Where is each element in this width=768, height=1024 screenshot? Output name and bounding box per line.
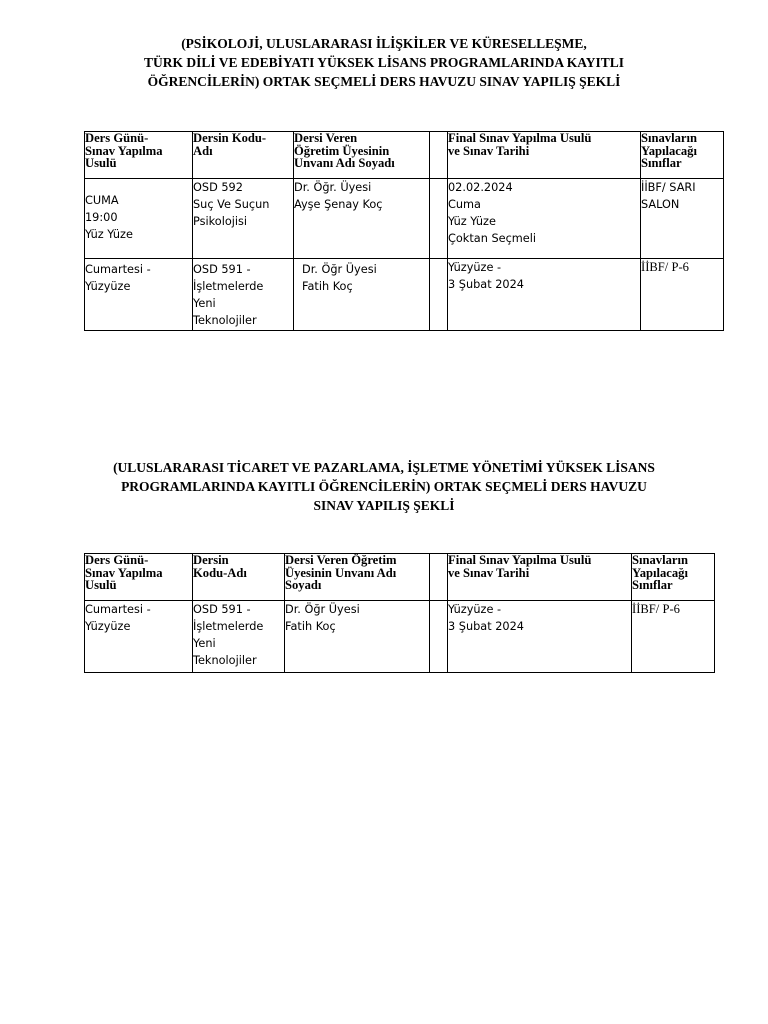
title-line: TÜRK DİLİ VE EDEBİYATI YÜKSEK LİSANS PROGRAMLARINDA KAYITLI — [144, 55, 624, 70]
header-cell: Final Sınav Yapılma Usulü ve Sınav Tarihi — [448, 554, 632, 601]
header-cell: Sınavların Yapılacağı Sınıflar — [632, 554, 715, 601]
header-cell: Sınavların Yapılacağı Sınıflar — [641, 132, 724, 179]
table-cell: Yüzyüze - 3 Şubat 2024 — [448, 259, 641, 331]
header-cell: Ders Günü- Sınav Yapılma Usulü — [85, 554, 193, 601]
table-cell: OSD 591 - İşletmelerde Yeni Teknolojiler — [193, 259, 294, 331]
header-cell: Dersi Veren Öğretim Üyesinin Unvanı Adı Soyadı — [294, 132, 430, 179]
table-cell: CUMA 19:00 Yüz Yüze — [85, 179, 193, 259]
table-row — [85, 179, 724, 259]
table-header-row — [85, 132, 724, 179]
table-cell-empty — [430, 601, 448, 673]
table-cell: Dr. Öğr. Üyesi Ayşe Şenay Koç — [294, 179, 430, 259]
section2-title — [60, 458, 708, 515]
table-cell: Dr. Öğr Üyesi Fatih Koç — [285, 601, 430, 673]
header-cell: Dersin Kodu- Adı — [193, 132, 294, 179]
table-row — [85, 259, 724, 331]
title-line: ÖĞRENCİLERİN) ORTAK SEÇMELİ DERS HAVUZU SINAV YAPILIŞ ŞEKLİ — [147, 74, 621, 89]
table-cell-empty — [430, 259, 448, 331]
exam-table-1 — [84, 131, 724, 331]
table-cell: İİBF/ P-6 — [632, 601, 715, 673]
table-cell: OSD 591 - İşletmelerde Yeni Teknolojiler — [193, 601, 285, 673]
table-row — [85, 601, 715, 673]
table-cell: 02.02.2024 Cuma Yüz Yüze Çoktan Seçmeli — [448, 179, 641, 259]
header-cell: Ders Günü- Sınav Yapılma Usulü — [85, 132, 193, 179]
table-cell-empty — [430, 179, 448, 259]
header-cell: Dersin Kodu-Adı — [193, 554, 285, 601]
table-header-row — [85, 554, 715, 601]
table-cell: Dr. Öğr Üyesi Fatih Koç — [294, 259, 430, 331]
title-line: PROGRAMLARINDA KAYITLI ÖĞRENCİLERİN) ORTAK SEÇMELİ DERS HAVUZU — [121, 479, 647, 494]
title-line: (ULUSLARARASI TİCARET VE PAZARLAMA, İŞLETME YÖNETİMİ YÜKSEK LİSANS — [113, 460, 655, 475]
table-cell: Cumartesi - Yüzyüze — [85, 259, 193, 331]
table-cell: OSD 592 Suç Ve Suçun Psikolojisi — [193, 179, 294, 259]
table-cell: Cumartesi - Yüzyüze — [85, 601, 193, 673]
exam-table-2 — [84, 553, 715, 673]
header-cell-empty — [430, 132, 448, 179]
table-cell: İİBF/ SARI SALON — [641, 179, 724, 259]
title-line: SINAV YAPILIŞ ŞEKLİ — [313, 498, 455, 513]
header-cell-empty — [430, 554, 448, 601]
table-cell: İİBF/ P-6 — [641, 259, 724, 331]
header-cell: Dersi Veren Öğretim Üyesinin Unvanı Adı Soyadı — [285, 554, 430, 601]
section1-title — [60, 34, 708, 91]
title-line: (PSİKOLOJİ, ULUSLARARASI İLİŞKİLER VE KÜRESELLEŞME, — [181, 36, 587, 51]
table-cell: Yüzyüze - 3 Şubat 2024 — [448, 601, 632, 673]
header-cell: Final Sınav Yapılma Usulü ve Sınav Tarihi — [448, 132, 641, 179]
